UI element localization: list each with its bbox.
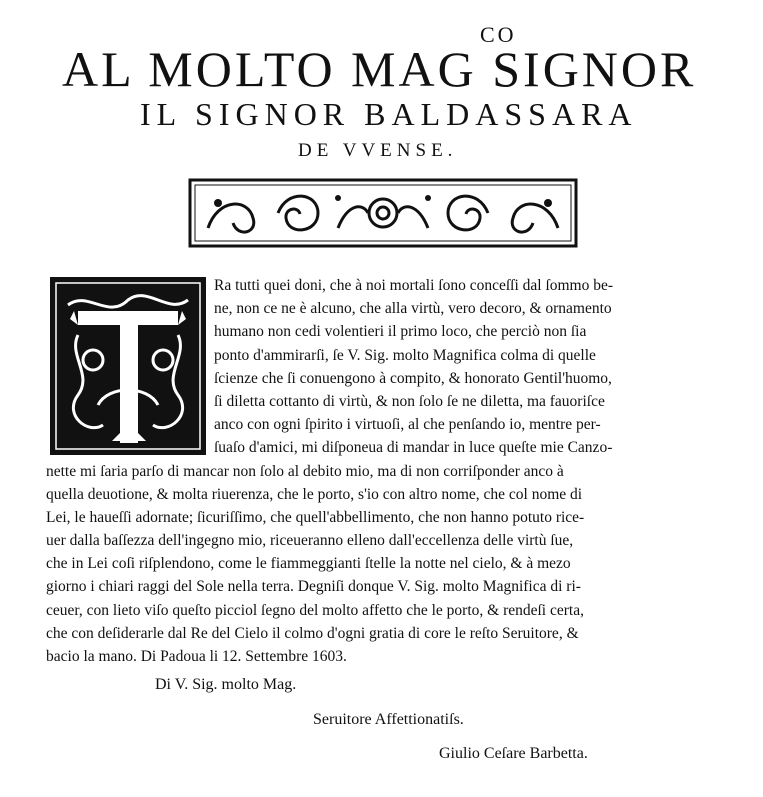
author-signature: Giulio Ceſare Barbetta. xyxy=(439,745,588,762)
body-line: che con deſiderarle dal Re del Cielo il colmo d'ogni gratia di core le reſto Seruitore, & xyxy=(46,624,579,642)
body-line: ponto d'ammirarſi, ſe V. Sig. molto Magnifica colma di quelle xyxy=(214,346,596,364)
body-line: ſuaſo d'amici, mi diſponeua di mandar in luce queſte mie Canzo- xyxy=(214,439,613,457)
body-line: che in Lei coſi riſplendono, come le fiammeggianti ſtelle la notte nel cielo, & à mezo xyxy=(46,555,571,573)
closing-salutation: Di V. Sig. molto Mag. xyxy=(155,676,297,693)
dedication-body xyxy=(46,274,718,668)
body-line: humano non cedi volentieri il primo loco, che perciò non ſia xyxy=(214,323,587,341)
body-line: giorno i chiari raggi del Sole nella terra. Degniſi donque V. Sig. molto Magnifica di ri- xyxy=(46,578,581,596)
body-line: Lei, le haueſſi adornate; ſicuriſſimo, che quell'abbellimento, che non hanno potuto rice- xyxy=(46,508,585,526)
body-line: anco con ogni ſpirito i virtuoſi, al che penſando io, mentre per- xyxy=(214,416,601,434)
body-line: uer dalla baſſezza dell'ingegno mio, riceueranno elleno dall'eccellenza delle virtù ſue, xyxy=(46,532,574,550)
closing-servant: Seruitore Affettionatiſs. xyxy=(313,711,464,728)
body-line: ſcienze che ſi conuengono à compito, & honorato Gentil'huomo, xyxy=(214,369,612,387)
body-line: nette mi ſaria parſo di mancar non ſolo al debito mio, ma di non corriſponder anco à xyxy=(46,462,564,480)
title-line-2: IL SIGNOR BALDASSARA xyxy=(140,96,638,132)
body-line: Ra tutti quei doni, che à noi mortali ſono conceſſi dal ſommo be- xyxy=(214,277,614,294)
title-line-3: DE VVENSE. xyxy=(298,140,458,161)
title-superscript: CO xyxy=(480,22,517,47)
body-line: bacio la mano. Di Padoua li 12. Settembre 1603. xyxy=(46,648,347,665)
body-line: ceuer, con lieto viſo queſto picciol ſegno del molto affetto che le porto, & rendeſi certa, xyxy=(46,601,584,619)
body-line: quella deuotione, & molta riuerenza, che le porto, s'io con altro nome, che col nome di xyxy=(46,485,583,503)
title-line-1: AL MOLTO MAG SIGNOR xyxy=(62,41,697,97)
ornament-headpiece-icon xyxy=(188,178,578,248)
body-line: ſi diletta cottanto di virtù, & non ſolo ſe ne diletta, ma fauoriſce xyxy=(214,392,605,410)
body-line: ne, non ce ne è alcuno, che alla virtù, vero decoro, & ornamento xyxy=(214,300,612,318)
